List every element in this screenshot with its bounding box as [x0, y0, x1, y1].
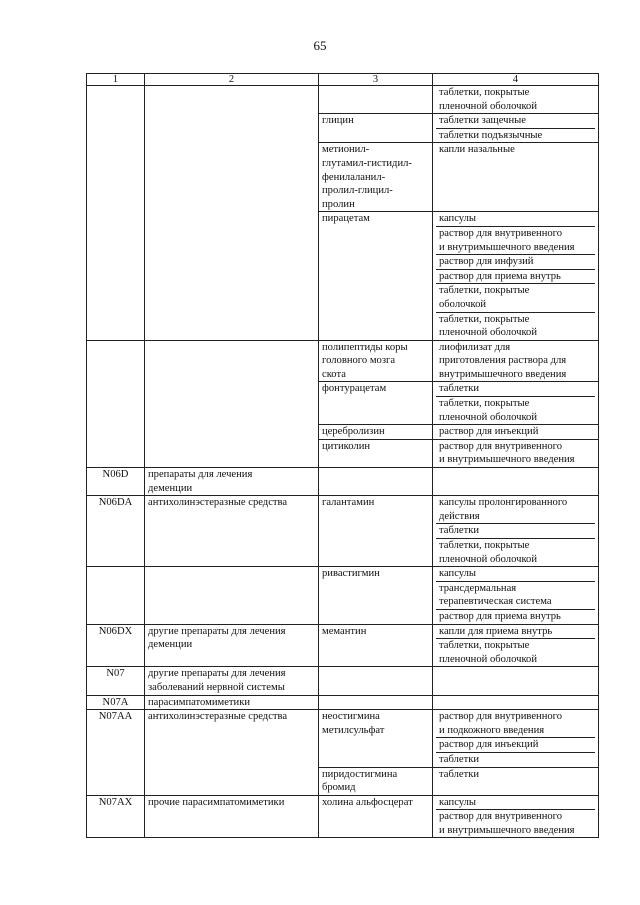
table-row: [87, 468, 599, 496]
page-number: 65: [313, 38, 327, 53]
dosage-form: раствор для внутривенного и внутримышечного введения: [439, 811, 575, 836]
dosage-forms-cell: [433, 425, 599, 440]
dosage-form: раствор для приема внутрь: [439, 610, 561, 622]
column-header-1: 1: [87, 74, 145, 86]
dosage-form: таблетки, покрытые пленочной оболочкой: [439, 398, 538, 423]
dosage-forms-cell: [433, 667, 599, 695]
dosage-form: таблетки: [439, 753, 480, 765]
drug-name-cell: [319, 667, 433, 695]
dosage-form: раствор для внутривенного и внутримышечного введения: [436, 227, 595, 255]
dosage-form: раствор для инъекций: [439, 426, 539, 438]
drug-name-cell: ривастигмин: [319, 567, 433, 624]
table-row: [87, 86, 599, 114]
dosage-form: таблетки, покрытые пленочной оболочкой: [439, 313, 538, 339]
atc-code-cell: N06DX: [87, 624, 145, 667]
dosage-forms-cell: [433, 567, 599, 624]
dosage-form: трансдермальная терапевтическая система: [436, 582, 595, 610]
dosage-forms-cell: [433, 86, 599, 114]
atc-code-cell: N07A: [87, 695, 145, 710]
dosage-forms-cell: [433, 624, 599, 667]
atc-code-cell: [87, 567, 145, 624]
dosage-forms-cell: [433, 795, 599, 838]
drug-name-cell: мемантин: [319, 624, 433, 667]
table-row: [87, 795, 599, 838]
table-row: [87, 340, 599, 382]
table-row: [87, 624, 599, 667]
drug-name-cell: [319, 86, 433, 114]
group-name-cell: другие препараты для лечения деменции: [145, 624, 319, 667]
dosage-forms-cell: [433, 114, 599, 143]
dosage-form: раствор для инфузий: [436, 255, 595, 270]
dosage-form: таблетки подъязычные: [439, 129, 543, 141]
group-name-cell: другие препараты для лечения заболеваний нервной системы: [145, 667, 319, 695]
dosage-form: раствор для приема внутрь: [436, 270, 595, 285]
dosage-form: капсулы: [436, 796, 595, 811]
atc-code-cell: N06D: [87, 468, 145, 496]
dosage-form: [436, 696, 595, 710]
table-row: [87, 496, 599, 567]
drug-name-cell: глицин: [319, 114, 433, 143]
drug-name-cell: неостигмина метилсульфат: [319, 710, 433, 767]
dosage-form: капли для приема внутрь: [436, 625, 595, 640]
dosage-forms-cell: [433, 496, 599, 567]
group-name-cell: [145, 340, 319, 467]
dosage-form: капсулы пролонгированного действия: [436, 496, 595, 524]
dosage-form: раствор для внутривенного и внутримышечного введения: [439, 440, 575, 466]
atc-code-cell: N06DA: [87, 496, 145, 567]
dosage-form: таблетки защечные: [436, 114, 595, 129]
group-name-cell: [145, 86, 319, 341]
group-name-cell: [145, 567, 319, 624]
dosage-form: таблетки, покрытые пленочной оболочкой: [439, 87, 538, 112]
dosage-form: капли назальные: [439, 144, 515, 156]
drug-name-cell: фонтурацетам: [319, 382, 433, 425]
atc-code-cell: [87, 340, 145, 467]
column-header-2: 2: [145, 74, 319, 86]
dosage-forms-cell: [433, 468, 599, 496]
dosage-form: раствор для инъекций: [436, 738, 595, 753]
dosage-form: лиофилизат для приготовления раствора для внутримышечного введения: [439, 341, 567, 380]
dosage-form: таблетки, покрытые пленочной оболочкой: [439, 640, 538, 665]
atc-code-cell: N07AA: [87, 710, 145, 796]
drug-name-cell: [319, 468, 433, 496]
dosage-form: капсулы: [436, 212, 595, 227]
drug-name-cell: церебролизин: [319, 425, 433, 440]
dosage-form: таблетки, покрытые пленочной оболочкой: [439, 540, 538, 565]
medication-table: [86, 73, 599, 838]
dosage-form: [436, 667, 595, 681]
table-row: [87, 567, 599, 624]
dosage-forms-cell: [433, 439, 599, 467]
dosage-form: [436, 468, 595, 482]
group-name-cell: прочие парасимпатомиметики: [145, 795, 319, 838]
dosage-forms-cell: [433, 695, 599, 710]
drug-name-cell: пиридостигмина бромид: [319, 767, 433, 795]
column-header-3: 3: [319, 74, 433, 86]
table-header: [87, 74, 599, 86]
group-name-cell: антихолинэстеразные средства: [145, 496, 319, 567]
dosage-forms-cell: [433, 340, 599, 382]
drug-name-cell: [319, 695, 433, 710]
dosage-form: таблетки: [439, 768, 480, 780]
table-body: [87, 86, 599, 838]
dosage-form: таблетки: [436, 382, 595, 397]
drug-name-cell: галантамин: [319, 496, 433, 567]
drug-name-cell: холина альфосцерат: [319, 795, 433, 838]
atc-code-cell: N07AX: [87, 795, 145, 838]
dosage-form: таблетки: [436, 524, 595, 539]
dosage-forms-cell: [433, 212, 599, 340]
group-name-cell: антихолинэстеразные средства: [145, 710, 319, 796]
column-header-4: 4: [433, 74, 599, 86]
atc-code-cell: [87, 86, 145, 341]
dosage-forms-cell: [433, 710, 599, 767]
dosage-form: капсулы: [436, 567, 595, 582]
dosage-forms-cell: [433, 143, 599, 212]
dosage-form: раствор для внутривенного и подкожного введения: [436, 710, 595, 738]
table-row: [87, 667, 599, 695]
group-name-cell: парасимпатомиметики: [145, 695, 319, 710]
dosage-form: таблетки, покрытые оболочкой: [436, 284, 595, 312]
group-name-cell: препараты для лечения деменции: [145, 468, 319, 496]
table-row: [87, 695, 599, 710]
atc-code-cell: N07: [87, 667, 145, 695]
drug-name-cell: пирацетам: [319, 212, 433, 340]
dosage-forms-cell: [433, 767, 599, 795]
dosage-forms-cell: [433, 382, 599, 425]
drug-name-cell: цитиколин: [319, 439, 433, 467]
drug-name-cell: полипептиды коры головного мозга скота: [319, 340, 433, 382]
table-row: [87, 710, 599, 767]
drug-name-cell: метионил- глутамил-гистидил- фенилаланил- пролил-глицил- пролин: [319, 143, 433, 212]
